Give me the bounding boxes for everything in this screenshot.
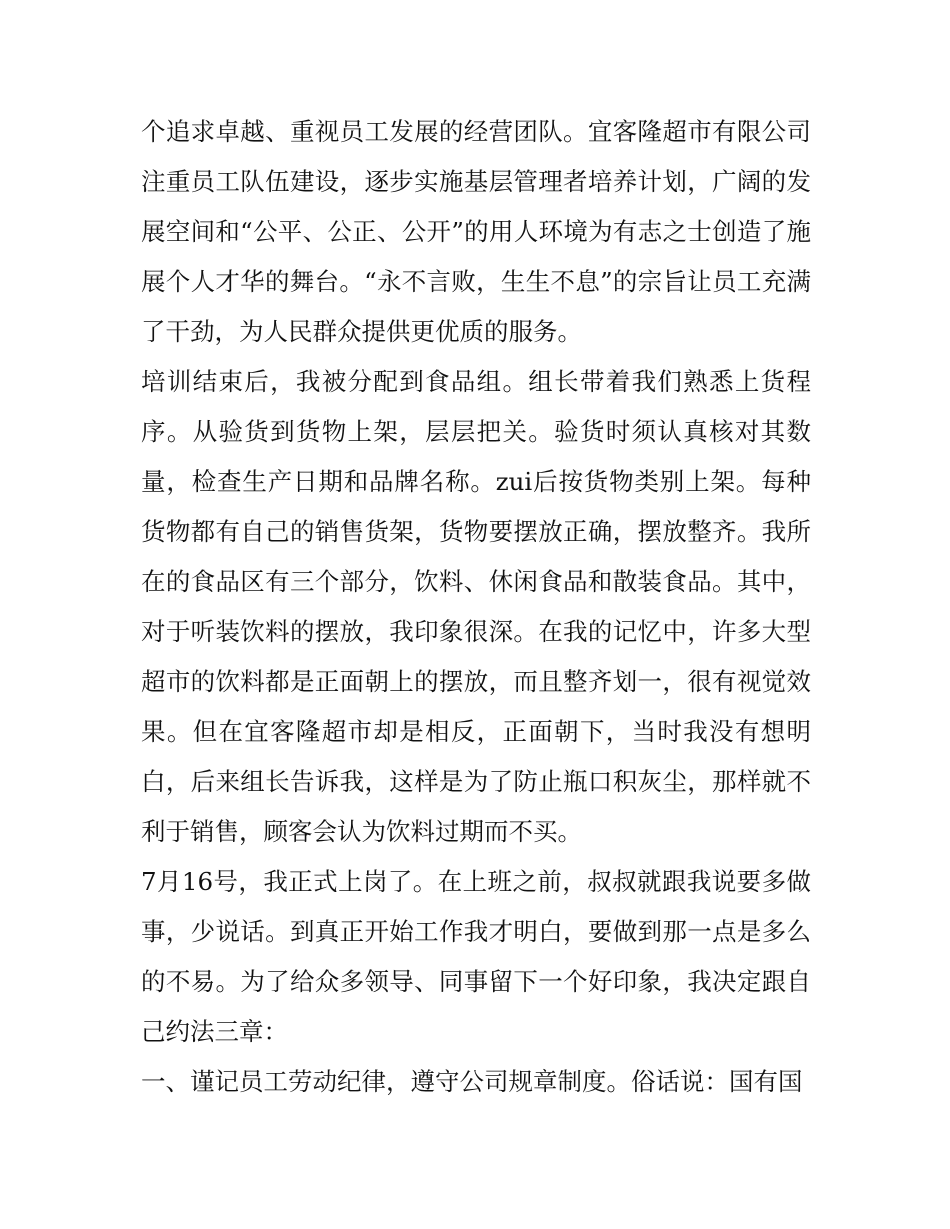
paragraph-2: 培训结束后，我被分配到食品组。组长带着我们熟悉上货程序。从验货到货物上架，层层把关。验货时须认真核对其数量，检查生产日期和品牌名称。zui后按货物类别上架。每种货物都有自己的销售货架，货物要摆放正确，摆放整齐。我所在的食品区有三个部分，饮料、休闲食品和散装食品。其中，对于听装饮料的摆放，我印象很深。在我的记忆中，许多大型超市的饮料都是正面朝上的摆放，而且整齐划一，很有视觉效果。但在宜客隆超市却是相反，正面朝下，当时我没有想明白，后来组长告诉我，这样是为了防止瓶口积灰尘，那样就不利于销售，顾客会认为饮料过期而不买。 <box>141 367 811 846</box>
paragraph-4: 一、谨记员工劳动纪律，遵守公司规章制度。俗话说：国有国 <box>141 1067 803 1096</box>
paragraph-3: 7月16号，我正式上岗了。在上班之前，叔叔就跟我说要多做事，少说话。到真正开始工作我才明白，要做到那一点是多么的不易。为了给众多领导、同事留下一个好印象，我决定跟自己约法三章： <box>141 867 811 1046</box>
document-body <box>141 107 811 1107</box>
paragraph-1: 个追求卓越、重视员工发展的经营团队。宜客隆超市有限公司注重员工队伍建设，逐步实施基层管理者培养计划，广阔的发展空间和“公平、公正、公开”的用人环境为有志之士创造了施展个人才华的舞台。“永不言败，生生不息”的宗旨让员工充满了干劲，为人民群众提供更优质的服务。 <box>141 117 811 346</box>
